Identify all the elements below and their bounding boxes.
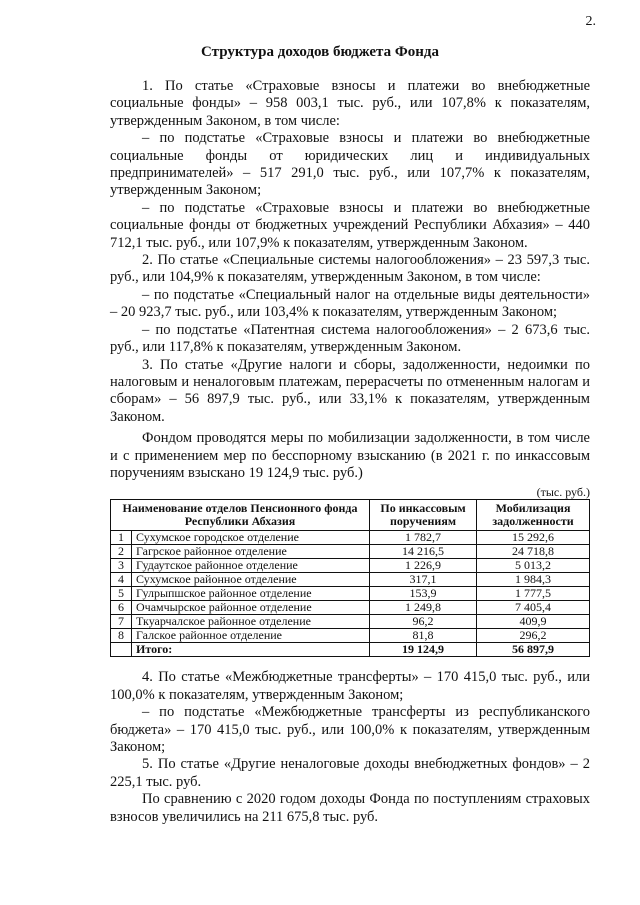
department-name: Сухумское городское отделение (132, 531, 370, 545)
paragraph-article-4: 4. По статье «Межбюджетные трансферты» – 170 415,0 тыс. руб., или 100,0% к показателям, утвержденным Законом; (110, 669, 590, 703)
department-name: Сухумское районное отделение (132, 573, 370, 587)
row-number: 4 (111, 573, 132, 587)
header-mobilization: Мобилизация задолженности (477, 500, 590, 531)
row-number: 7 (111, 615, 132, 629)
page-title: Структура доходов бюджета Фонда (201, 44, 439, 60)
header-name: Наименование отделов Пенсионного фонда Республики Абхазия (111, 500, 370, 531)
mobilization-value: 1 984,3 (477, 573, 590, 587)
paragraph-article-3: 3. По статье «Другие налоги и сборы, задолженности, недоимки по налоговым и неналоговым платежам, перерасчеты по отмененным налогам и сборам» – 56 897,9 тыс. руб., или 33,1% к показателям, утвержденным Законом. (110, 356, 590, 425)
collection-value: 96,2 (370, 615, 477, 629)
paragraph-subarticle-2-1: – по подстатье «Специальный налог на отдельные виды деятельности» – 20 923,7 тыс. руб., или 103,4% к показателям, утвержденным Законом; (110, 286, 590, 321)
department-name: Очамчырское районное отделение (132, 601, 370, 615)
table-row (111, 573, 590, 587)
row-number: 2 (111, 545, 132, 559)
paragraph-subarticle-1-1: – по подстатье «Страховые взносы и платежи во внебюджетные социальные фонды от юридических лиц и индивидуальных предпринимателей» – 517 291,0 тыс. руб., или 107,7% к показателям, утвержденным Законом; (110, 130, 590, 199)
paragraph-subarticle-4-1: – по подстатье «Межбюджетные трансферты из республиканского бюджета» – 170 415,0 тыс. руб., или 100,0% к показателям, утвержденным Законом; (110, 704, 590, 755)
document-body (110, 78, 590, 826)
table-header-row (111, 500, 590, 531)
table-row (111, 601, 590, 615)
table-row (111, 629, 590, 643)
mobilization-value: 5 013,2 (477, 559, 590, 573)
mobilization-value: 296,2 (477, 629, 590, 643)
total-mobilization: 56 897,9 (477, 643, 590, 657)
table-row (111, 615, 590, 629)
mobilization-value: 24 718,8 (477, 545, 590, 559)
paragraph-comparison: По сравнению с 2020 годом доходы Фонда по поступлениям страховых взносов увеличились на 211 675,8 тыс. руб. (110, 791, 590, 825)
paragraph-article-5: 5. По статье «Другие неналоговые доходы внебюджетных фондов» – 2 225,1 тыс. руб. (110, 756, 590, 790)
collection-value: 153,9 (370, 587, 477, 601)
row-number: 1 (111, 531, 132, 545)
collection-value: 81,8 (370, 629, 477, 643)
total-label: Итого: (132, 643, 370, 657)
total-number-cell (111, 643, 132, 657)
paragraph-debt-measures: Фондом проводятся меры по мобилизации задолженности, в том числе и с применением мер по бесспорному взысканию (в 2021 г. по инкассовым поручениям взыскано 19 124,9 тыс. руб.) (110, 430, 590, 481)
table-row (111, 559, 590, 573)
department-name: Гагрское районное отделение (132, 545, 370, 559)
department-name: Галское районное отделение (132, 629, 370, 643)
page-number: 2. (585, 14, 596, 29)
collection-value: 1 782,7 (370, 531, 477, 545)
collection-value: 317,1 (370, 573, 477, 587)
paragraph-subarticle-1-2: – по подстатье «Страховые взносы и платежи во внебюджетные социальные фонды от бюджетных учреждений Республики Абхазия» – 440 712,1 тыс. руб., или 107,9% к показателям, утвержденным Законом. (110, 199, 590, 251)
department-name: Гудаутское районное отделение (132, 559, 370, 573)
paragraph-article-1: 1. По статье «Страховые взносы и платежи во внебюджетные социальные фонды» – 958 003,1 тыс. руб., или 107,8% к показателям, утвержденным Законом, в том числе: (110, 78, 590, 129)
row-number: 3 (111, 559, 132, 573)
table-unit: (тыс. руб.) (536, 485, 590, 500)
collection-value: 1 249,8 (370, 601, 477, 615)
department-name: Ткуарчалское районное отделение (132, 615, 370, 629)
paragraph-subarticle-2-2: – по подстатье «Патентная система налогообложения» – 2 673,6 тыс. руб., или 117,8% к показателям, утвержденным Законом. (110, 321, 590, 356)
mobilization-value: 7 405,4 (477, 601, 590, 615)
header-collection: По инкассовым поручениям (370, 500, 477, 531)
row-number: 6 (111, 601, 132, 615)
table-row (111, 545, 590, 559)
collection-value: 14 216,5 (370, 545, 477, 559)
table-total-row (111, 643, 590, 657)
mobilization-value: 1 777,5 (477, 587, 590, 601)
table-row (111, 587, 590, 601)
mobilization-value: 15 292,6 (477, 531, 590, 545)
row-number: 5 (111, 587, 132, 601)
paragraph-article-2: 2. По статье «Специальные системы налогообложения» – 23 597,3 тыс. руб., или 104,9% к показателям, утвержденным Законом, в том числе: (110, 252, 590, 286)
table-row (111, 531, 590, 545)
mobilization-value: 409,9 (477, 615, 590, 629)
row-number: 8 (111, 629, 132, 643)
total-collection: 19 124,9 (370, 643, 477, 657)
departments-table (110, 499, 590, 657)
department-name: Гулрыпшское районное отделение (132, 587, 370, 601)
collection-value: 1 226,9 (370, 559, 477, 573)
